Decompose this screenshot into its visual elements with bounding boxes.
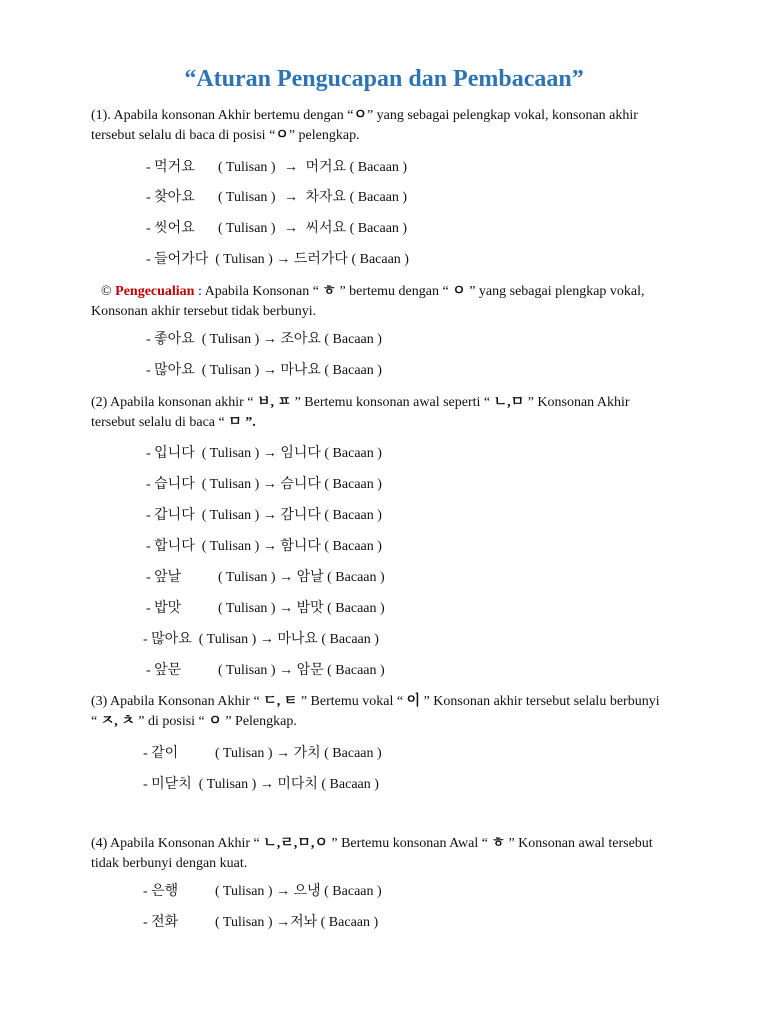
jamo: ㅇ (452, 284, 466, 299)
rule-2-part: (2) Apabila konsonan akhir “ (91, 395, 258, 410)
arrow-icon: → (276, 915, 291, 930)
written-form: - 전화 (143, 915, 179, 930)
bacaan-label: ( Bacaan ) (327, 663, 385, 678)
example-row (146, 537, 382, 557)
rule-2-text (91, 393, 669, 433)
jamo: ㄴ,ㄹ,ㅁ,ㅇ (263, 836, 328, 851)
arrow-icon: → (262, 477, 277, 492)
bacaan-label: ( Bacaan ) (324, 332, 382, 347)
tulisan-label: ( Tulisan ) (218, 160, 276, 175)
example-row (146, 158, 407, 178)
written-form: - 합니다 (146, 539, 195, 554)
example-row (146, 506, 382, 526)
rule-1-part: ” pelengkap. (288, 128, 360, 143)
example-row (146, 361, 382, 381)
rule-4-part: ” Konsonan awal tersebut tidak berbunyi dengan kuat. (91, 836, 653, 871)
tulisan-label: ( Tulisan ) (218, 601, 276, 616)
tulisan-label: ( Tulisan ) (218, 570, 276, 585)
written-form: - 앞문 (146, 663, 182, 678)
written-form: - 찾아요 (146, 190, 195, 205)
rule-1-text (91, 106, 669, 146)
tulisan-label: ( Tulisan ) (201, 508, 260, 523)
arrow-icon: → (279, 601, 294, 616)
exception-part: ” yang sebagai plengkap vokal, Konsonan akhir tersebut tidak berbunyi. (91, 284, 645, 319)
bacaan-label: ( Bacaan ) (320, 915, 379, 930)
written-form: - 은행 (143, 884, 179, 899)
read-form: 씨서요 (305, 221, 347, 236)
arrow-icon: → (259, 777, 274, 792)
arrow-icon: → (259, 632, 274, 647)
written-form: - 밥맛 (146, 601, 182, 616)
jamo: ㅈ, ㅊ (100, 714, 135, 729)
arrow-icon: → (284, 190, 298, 205)
example-row (146, 330, 382, 350)
rule-2-part: ”. (241, 415, 256, 430)
bacaan-label: ( Bacaan ) (324, 446, 382, 461)
written-form: - 들어가다 (146, 252, 209, 267)
example-row (146, 250, 409, 270)
arrow-icon: → (284, 221, 298, 236)
written-form: - 습니다 (146, 477, 195, 492)
written-form: - 좋아요 (146, 332, 195, 347)
rule-2-part: ” Bertemu konsonan awal seperti “ (291, 395, 494, 410)
read-form: 슴니다 (280, 477, 321, 492)
jamo: ㅇ (353, 108, 367, 123)
rule-3-part: ” di posisi “ (134, 714, 209, 729)
bacaan-label: ( Bacaan ) (324, 508, 382, 523)
example-row (146, 568, 385, 588)
tulisan-label: ( Tulisan ) (218, 190, 276, 205)
example-row (146, 599, 385, 619)
jamo: ㅂ, ㅍ (257, 395, 292, 410)
rule-4-text (91, 834, 669, 874)
read-form: 함니다 (280, 539, 321, 554)
bacaan-label: ( Bacaan ) (349, 221, 408, 236)
example-row (143, 882, 382, 902)
example-row (143, 775, 379, 795)
tulisan-label: ( Tulisan ) (201, 332, 260, 347)
jamo: ㅎ (491, 836, 505, 851)
jamo: 이 (406, 694, 421, 709)
example-row (146, 475, 382, 495)
example-row (143, 913, 378, 933)
written-form: - 미닫치 (143, 777, 192, 792)
example-row (146, 219, 407, 239)
tulisan-label: ( Tulisan ) (215, 252, 273, 267)
read-form: 감니다 (280, 508, 321, 523)
arrow-icon: → (262, 332, 277, 347)
exception-part: ” bertemu dengan “ (335, 284, 453, 299)
bacaan-label: ( Bacaan ) (324, 539, 382, 554)
read-form: 임니다 (280, 446, 321, 461)
arrow-icon: → (279, 570, 294, 585)
rule-3-part: ” Pelengkap. (221, 714, 297, 729)
rule-3-part: (3) Apabila Konsonan Akhir “ (91, 694, 264, 709)
tulisan-label: ( Tulisan ) (198, 777, 257, 792)
arrow-icon: → (262, 446, 277, 461)
bacaan-label: ( Bacaan ) (324, 746, 382, 761)
read-form: 미다치 (277, 777, 318, 792)
written-form: - 많아요 (143, 632, 192, 647)
arrow-icon: → (262, 539, 277, 554)
read-form: 드러가다 (293, 252, 348, 267)
rule-1-part: ” yang sebagai pelengkap vokal, konsonan akhir tersebut selalu di baca di posisi “ (91, 108, 638, 143)
rule-1-part: (1). Apabila konsonan Akhir bertemu dengan “ (91, 108, 354, 123)
bacaan-label: ( Bacaan ) (349, 160, 408, 175)
bacaan-label: ( Bacaan ) (324, 477, 382, 492)
arrow-icon: → (279, 663, 294, 678)
written-form: - 입니다 (146, 446, 195, 461)
bacaan-label: ( Bacaan ) (324, 884, 382, 899)
read-form: 으냉 (293, 884, 321, 899)
bacaan-label: ( Bacaan ) (324, 363, 382, 378)
page-title: “Aturan Pengucapan dan Pembacaan” (184, 66, 584, 92)
example-row (146, 661, 385, 681)
bacaan-label: ( Bacaan ) (327, 570, 385, 585)
arrow-icon: → (262, 363, 277, 378)
read-form: 가치 (293, 746, 321, 761)
exception-text (91, 282, 669, 322)
jamo: ㄴ,ㅁ (493, 395, 525, 410)
copyright-icon: © (101, 284, 112, 299)
arrow-icon: → (276, 746, 291, 761)
read-form: 암문 (296, 663, 324, 678)
rule-4-part: (4) Apabila Konsonan Akhir “ (91, 836, 264, 851)
rule-3-part: ” Bertemu vokal “ (297, 694, 407, 709)
written-form: - 갑니다 (146, 508, 195, 523)
read-form: 마나요 (280, 363, 321, 378)
arrow-icon: → (276, 252, 291, 267)
jamo: ㅇ (208, 714, 222, 729)
tulisan-label: ( Tulisan ) (198, 632, 257, 647)
arrow-icon: → (262, 508, 277, 523)
example-row (146, 444, 382, 464)
example-row (143, 744, 382, 764)
jamo: ㅎ (322, 284, 336, 299)
bacaan-label: ( Bacaan ) (321, 777, 379, 792)
tulisan-label: ( Tulisan ) (201, 363, 260, 378)
tulisan-label: ( Tulisan ) (215, 915, 273, 930)
rule-2-part: ” Konsonan Akhir tersebut selalu di baca “ (91, 395, 630, 430)
bacaan-label: ( Bacaan ) (349, 190, 408, 205)
bacaan-label: ( Bacaan ) (327, 601, 385, 616)
read-form: 밤맛 (296, 601, 324, 616)
bacaan-label: ( Bacaan ) (351, 252, 409, 267)
example-row (143, 630, 379, 650)
rule-4-part: ” Bertemu konsonan Awal “ (327, 836, 492, 851)
read-form: 머거요 (305, 160, 347, 175)
jamo: ㅁ (228, 415, 242, 430)
rule-3-text (91, 692, 669, 732)
tulisan-label: ( Tulisan ) (201, 477, 260, 492)
written-form: - 씻어요 (146, 221, 195, 236)
example-row (146, 188, 407, 208)
tulisan-label: ( Tulisan ) (218, 221, 276, 236)
bacaan-label: ( Bacaan ) (321, 632, 379, 647)
written-form: - 많아요 (146, 363, 195, 378)
tulisan-label: ( Tulisan ) (201, 446, 260, 461)
read-form: 조아요 (280, 332, 321, 347)
tulisan-label: ( Tulisan ) (215, 746, 273, 761)
rule-3-part: ” Konsonan akhir tersebut selalu berbunyi “ (91, 694, 660, 729)
exception-label: Pengecualian (115, 284, 195, 299)
tulisan-label: ( Tulisan ) (218, 663, 276, 678)
jamo: ㅇ (275, 128, 289, 143)
read-form: 저놔 (290, 915, 318, 930)
written-form: - 앞날 (146, 570, 182, 585)
arrow-icon: → (284, 160, 298, 175)
written-form: - 같이 (143, 746, 179, 761)
arrow-icon: → (276, 884, 291, 899)
read-form: 마나요 (277, 632, 318, 647)
read-form: 암날 (296, 570, 324, 585)
jamo: ㄷ, ㅌ (263, 694, 298, 709)
written-form: - 먹거요 (146, 160, 195, 175)
tulisan-label: ( Tulisan ) (215, 884, 273, 899)
read-form: 차자요 (305, 190, 347, 205)
exception-part: : Apabila Konsonan “ (194, 284, 323, 299)
tulisan-label: ( Tulisan ) (201, 539, 260, 554)
